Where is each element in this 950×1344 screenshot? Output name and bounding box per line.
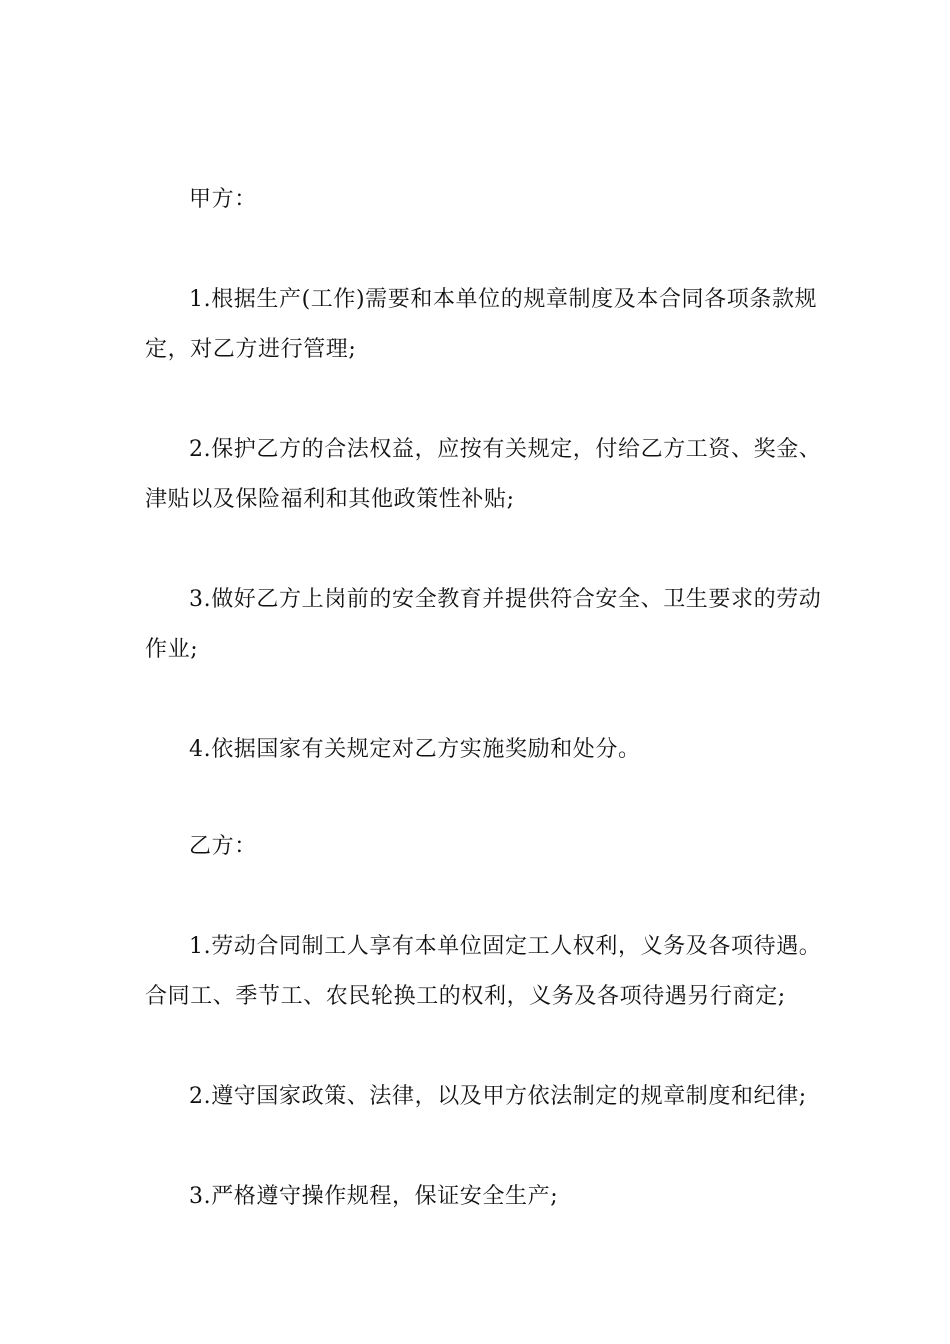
party-a-clause-1: 1.根据生产(工作)需要和本单位的规章制度及本合同各项条款规定，对乙方进行管理; xyxy=(145,287,818,362)
party-a-clause-4: 4.依据国家有关规定对乙方实施奖励和处分。 xyxy=(189,737,641,762)
party-a-heading: 甲方： xyxy=(189,187,257,212)
party-b-clause-2: 2.遵守国家政策、法律，以及甲方依法制定的规章制度和纪律; xyxy=(189,1084,807,1109)
party-b-clause-3: 3.严格遵守操作规程，保证安全生产; xyxy=(189,1184,559,1209)
party-b-clause-1: 1.劳动合同制工人享有本单位固定工人权利，义务及各项待遇。合同工、季节工、农民轮换工的权利，义务及各项待遇另行商定; xyxy=(145,934,822,1009)
party-a-clause-2: 2.保护乙方的合法权益，应按有关规定，付给乙方工资、奖金、津贴以及保险福利和其他政策性补贴; xyxy=(145,437,822,512)
party-b-heading: 乙方： xyxy=(189,834,257,859)
party-a-clause-3: 3.做好乙方上岗前的安全教育并提供符合安全、卫生要求的劳动作业; xyxy=(145,587,822,662)
